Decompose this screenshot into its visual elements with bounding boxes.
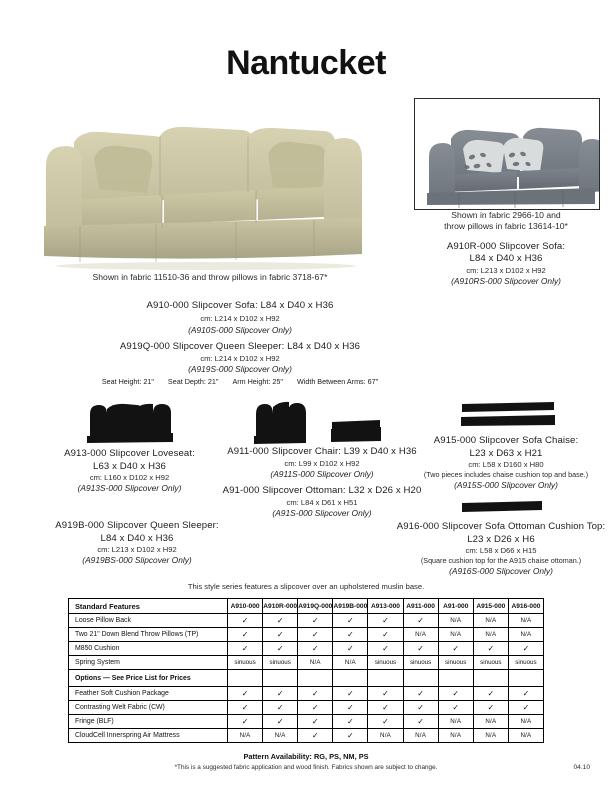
options-header-spacer [403, 670, 438, 687]
feature-value-a916-000 [508, 687, 543, 701]
feature-value-a911-000 [403, 628, 438, 642]
feature-value-a910-000 [228, 715, 263, 729]
feature-label: CloudCell Innerspring Air Mattress [69, 729, 228, 743]
checkmark-icon: ✓ [452, 688, 460, 698]
checkmark-icon: ✓ [311, 615, 319, 625]
feature-value-a915-000 [473, 642, 508, 656]
column-header-a919b-000: A919B-000 [333, 599, 368, 614]
feature-value-a915-000 [473, 687, 508, 701]
checkmark-icon: ✓ [311, 688, 319, 698]
checkmark-icon: ✓ [241, 688, 249, 698]
loveseat-caption: A913-000 Slipcover Loveseat: L63 x D40 x H36 cm: L160 x D102 x H92 (A913S-000 Slipcover Only) [64, 448, 195, 494]
not-available-text: N/A [485, 631, 497, 638]
checkmark-icon: ✓ [276, 629, 284, 639]
spring-type-text: sinuous [409, 659, 432, 666]
feature-label: Spring System [69, 656, 228, 670]
pattern-availability: Pattern Availability: RG, PS, NM, PS [243, 752, 369, 761]
feature-value-a916-000 [508, 701, 543, 715]
feature-value-a911-000 [403, 729, 438, 743]
feature-value-a910r-000 [263, 729, 298, 743]
feature-value-a910r-000 [263, 628, 298, 642]
page-title: Nantucket [226, 44, 386, 82]
spring-type-text: sinuous [480, 659, 502, 666]
options-header-spacer [438, 670, 473, 687]
date-code: 04.10 [573, 764, 590, 771]
checkmark-icon: ✓ [311, 702, 319, 712]
feature-value-a91-000 [438, 701, 473, 715]
not-available-text: N/A [239, 732, 251, 739]
cushion-top-silhouette [460, 500, 544, 519]
feature-value-a919q-000 [298, 715, 333, 729]
not-available-text: N/A [520, 732, 532, 739]
not-available-text: N/A [450, 732, 462, 739]
table-row [69, 715, 544, 729]
options-header-spacer [333, 670, 368, 687]
beige-sofa-specs: A910-000 Slipcover Sofa: L84 x D40 x H36 cm: L214 x D102 x H92 (A910S-000 Slipcover Only) [146, 300, 334, 335]
not-available-text: N/A [415, 732, 427, 739]
feature-value-a91-000 [438, 729, 473, 743]
feature-value-a919b-000 [333, 628, 368, 642]
table-row [69, 628, 544, 642]
checkmark-icon: ✓ [241, 716, 249, 726]
feature-value-a911-000 [403, 656, 438, 670]
column-header-a910r-000: A910R-000 [263, 599, 298, 614]
table-row [69, 642, 544, 656]
feature-value-a910-000 [228, 656, 263, 670]
table-row [69, 614, 544, 628]
checkmark-icon: ✓ [487, 702, 495, 712]
column-header-a915-000: A915-000 [473, 599, 508, 614]
options-header-label: Options — See Price List for Prices [69, 670, 228, 687]
not-available-text: N/A [309, 659, 321, 666]
feature-value-a919b-000 [333, 729, 368, 743]
feature-label: Loose Pillow Back [69, 614, 228, 628]
cushion-top-caption: A916-000 Slipcover Sofa Ottoman Cushion Top: L23 x D26 x H6 cm: L58 x D66 x H15 (Square cushion top for the A915 chaise ottoman.) (A916S-000 Slipcover Only) [396, 521, 606, 576]
feature-value-a919q-000 [298, 642, 333, 656]
standard-features-header: Standard Features [69, 599, 228, 614]
feature-value-a911-000 [403, 614, 438, 628]
checkmark-icon: ✓ [382, 643, 389, 653]
checkmark-icon: ✓ [276, 643, 284, 653]
ottoman-silhouette [328, 412, 384, 449]
spec-table-head [69, 599, 544, 614]
feature-value-a919q-000 [298, 628, 333, 642]
ottoman-caption: A91-000 Slipcover Ottoman: L32 x D26 x H20 cm: L84 x D61 x H51 (A91S-000 Slipcover Only) [222, 485, 422, 518]
disclaimer: *This is a suggested fabric application and wood finish. Fabrics shown are subject to change. [174, 764, 438, 771]
feature-value-a910-000 [228, 642, 263, 656]
feature-value-a915-000 [473, 715, 508, 729]
sofa-chaise-silhouette [458, 400, 558, 435]
not-available-text: N/A [520, 718, 532, 725]
beige-sofa-seat-dimensions [60, 377, 420, 387]
gray-sofa-photo [414, 98, 600, 210]
feature-value-a91-000 [438, 687, 473, 701]
table-row [69, 701, 544, 715]
checkmark-icon: ✓ [452, 643, 460, 653]
table-row [69, 687, 544, 701]
feature-label: Feather Soft Cushion Package [69, 687, 228, 701]
gray-sofa-caption: Shown in fabric 2966-10 and throw pillows in fabric 13614-10* A910R-000 Slipcover Sofa: L84 x D40 x H36 cm: L213 x D102 x H92 (A910RS-000 Slipcover Only) [444, 210, 568, 287]
checkmark-icon: ✓ [452, 702, 460, 712]
feature-value-a919b-000 [333, 687, 368, 701]
feature-value-a919b-000 [333, 656, 368, 670]
feature-value-a910r-000 [263, 642, 298, 656]
width-between-arms: Width Between Arms: 67" [296, 377, 379, 386]
feature-value-a91-000 [438, 715, 473, 729]
spec-table [68, 598, 544, 743]
beige-sofa-photo [36, 96, 376, 271]
checkmark-icon: ✓ [522, 702, 530, 712]
checkmark-icon: ✓ [311, 730, 319, 740]
feature-value-a919q-000 [298, 729, 333, 743]
feature-value-a910r-000 [263, 656, 298, 670]
checkmark-icon: ✓ [347, 615, 354, 625]
column-header-a911-000: A911-000 [403, 599, 438, 614]
feature-value-a910r-000 [263, 701, 298, 715]
column-header-a91-000: A91-000 [438, 599, 473, 614]
not-available-text: N/A [450, 617, 462, 624]
feature-value-a919b-000 [333, 642, 368, 656]
not-available-text: N/A [520, 617, 532, 624]
spec-table-grid [68, 598, 544, 743]
column-header-a910-000: A910-000 [228, 599, 263, 614]
options-header-row [69, 670, 544, 687]
feature-value-a911-000 [403, 715, 438, 729]
checkmark-icon: ✓ [241, 629, 249, 639]
feature-value-a916-000 [508, 729, 543, 743]
not-available-text: N/A [485, 732, 497, 739]
options-header-spacer [508, 670, 543, 687]
spring-type-text: sinuous [234, 659, 256, 666]
feature-value-a915-000 [473, 656, 508, 670]
feature-value-a913-000 [368, 715, 403, 729]
not-available-text: N/A [485, 718, 497, 725]
checkmark-icon: ✓ [276, 688, 284, 698]
feature-value-a919b-000 [333, 701, 368, 715]
feature-value-a913-000 [368, 642, 403, 656]
feature-value-a915-000 [473, 628, 508, 642]
feature-value-a913-000 [368, 614, 403, 628]
feature-value-a916-000 [508, 628, 543, 642]
checkmark-icon: ✓ [487, 688, 495, 698]
seat-depth: Seat Depth: 21" [167, 377, 219, 386]
feature-value-a910-000 [228, 701, 263, 715]
feature-value-a91-000 [438, 628, 473, 642]
beige-sofa-fabric-note: Shown in fabric 11510-36 and throw pillows in fabric 3718-67* [92, 272, 328, 282]
checkmark-icon: ✓ [241, 643, 249, 653]
chair-silhouette [248, 396, 310, 449]
feature-value-a919q-000 [298, 656, 333, 670]
not-available-text: N/A [380, 732, 391, 739]
feature-value-a910-000 [228, 614, 263, 628]
checkmark-icon: ✓ [347, 716, 354, 726]
checkmark-icon: ✓ [311, 716, 319, 726]
feature-label: Contrasting Welt Fabric (CW) [69, 701, 228, 715]
column-header-a919q-000: A919Q-000 [298, 599, 333, 614]
feature-value-a911-000 [403, 687, 438, 701]
feature-value-a915-000 [473, 729, 508, 743]
checkmark-icon: ✓ [347, 629, 354, 639]
checkmark-icon: ✓ [382, 688, 389, 698]
checkmark-icon: ✓ [347, 702, 354, 712]
loveseat-silhouette [74, 398, 186, 449]
checkmark-icon: ✓ [347, 688, 354, 698]
feature-value-a91-000 [438, 642, 473, 656]
feature-value-a913-000 [368, 656, 403, 670]
feature-label: Two 21" Down Blend Throw Pillows (TP) [69, 628, 228, 642]
checkmark-icon: ✓ [347, 730, 354, 740]
options-header-spacer [473, 670, 508, 687]
feature-value-a911-000 [403, 642, 438, 656]
checkmark-icon: ✓ [347, 643, 354, 653]
chair-caption: A911-000 Slipcover Chair: L39 x D40 x H36 cm: L99 x D102 x H92 (A911S-000 Slipcover Only) [227, 446, 417, 479]
feature-value-a916-000 [508, 715, 543, 729]
spring-type-text: sinuous [515, 659, 537, 666]
column-header-a916-000: A916-000 [508, 599, 543, 614]
not-available-text: N/A [344, 659, 356, 666]
feature-value-a913-000 [368, 628, 403, 642]
not-available-text: N/A [520, 631, 532, 638]
feature-value-a91-000 [438, 614, 473, 628]
not-available-text: N/A [450, 718, 462, 725]
not-available-text: N/A [450, 631, 462, 638]
spring-type-text: sinuous [445, 659, 467, 666]
checkmark-icon: ✓ [382, 615, 389, 625]
feature-label: Fringe (BLF) [69, 715, 228, 729]
feature-value-a91-000 [438, 656, 473, 670]
feature-value-a919q-000 [298, 701, 333, 715]
options-header-spacer [368, 670, 403, 687]
feature-value-a910r-000 [263, 715, 298, 729]
beige-sofa-sleeper-specs: A919Q-000 Slipcover Queen Sleeper: L84 x D40 x H36 cm: L214 x D102 x H92 (A919S-000 Slipcover Only) [119, 341, 361, 374]
feature-value-a916-000 [508, 642, 543, 656]
feature-value-a910r-000 [263, 687, 298, 701]
feature-value-a916-000 [508, 656, 543, 670]
feature-value-a913-000 [368, 701, 403, 715]
feature-value-a911-000 [403, 701, 438, 715]
feature-value-a919b-000 [333, 614, 368, 628]
checkmark-icon: ✓ [382, 629, 389, 639]
table-row [69, 729, 544, 743]
feature-value-a910-000 [228, 687, 263, 701]
column-header-a913-000: A913-000 [368, 599, 403, 614]
series-note: This style series features a slipcover over an upholstered muslin base. [187, 582, 425, 591]
not-available-text: N/A [274, 732, 286, 739]
not-available-text: N/A [485, 617, 497, 624]
feature-value-a915-000 [473, 701, 508, 715]
feature-value-a919b-000 [333, 715, 368, 729]
feature-value-a919q-000 [298, 614, 333, 628]
spec-table-header-row [69, 599, 544, 614]
seat-height: Seat Height: 21" [101, 377, 154, 386]
checkmark-icon: ✓ [382, 702, 389, 712]
checkmark-icon: ✓ [382, 716, 389, 726]
options-header-spacer [298, 670, 333, 687]
checkmark-icon: ✓ [417, 643, 424, 653]
table-row [69, 656, 544, 670]
checkmark-icon: ✓ [276, 615, 284, 625]
not-available-text: N/A [415, 631, 427, 638]
spring-type-text: sinuous [269, 659, 291, 666]
feature-value-a913-000 [368, 687, 403, 701]
checkmark-icon: ✓ [276, 716, 284, 726]
standard-features-body [69, 614, 544, 670]
checkmark-icon: ✓ [417, 615, 424, 625]
checkmark-icon: ✓ [522, 643, 530, 653]
queen-sleeper-b-caption: A919B-000 Slipcover Queen Sleeper: L84 x D40 x H36 cm: L213 x D102 x H92 (A919BS-000 Slipcover Only) [55, 520, 219, 566]
feature-value-a916-000 [508, 614, 543, 628]
feature-value-a915-000 [473, 614, 508, 628]
spring-type-text: sinuous [374, 659, 397, 666]
options-body [69, 670, 544, 743]
feature-value-a910r-000 [263, 614, 298, 628]
checkmark-icon: ✓ [311, 643, 319, 653]
checkmark-icon: ✓ [417, 688, 424, 698]
feature-label: M850 Cushion [69, 642, 228, 656]
options-header-spacer [228, 670, 263, 687]
checkmark-icon: ✓ [311, 629, 319, 639]
sofa-chaise-caption: A915-000 Slipcover Sofa Chaise: L23 x D63 x H21 cm: L58 x D160 x H80 (Two pieces includes chaise cushion top and base.) (A915S-000 Slipcover Only) [423, 435, 589, 490]
checkmark-icon: ✓ [522, 688, 530, 698]
feature-value-a919q-000 [298, 687, 333, 701]
arm-height: Arm Height: 25" [232, 377, 283, 386]
checkmark-icon: ✓ [241, 615, 249, 625]
checkmark-icon: ✓ [417, 716, 424, 726]
checkmark-icon: ✓ [241, 702, 249, 712]
checkmark-icon: ✓ [276, 702, 284, 712]
feature-value-a910-000 [228, 729, 263, 743]
checkmark-icon: ✓ [487, 643, 495, 653]
options-header-spacer [263, 670, 298, 687]
checkmark-icon: ✓ [417, 702, 424, 712]
feature-value-a913-000 [368, 729, 403, 743]
feature-value-a910-000 [228, 628, 263, 642]
